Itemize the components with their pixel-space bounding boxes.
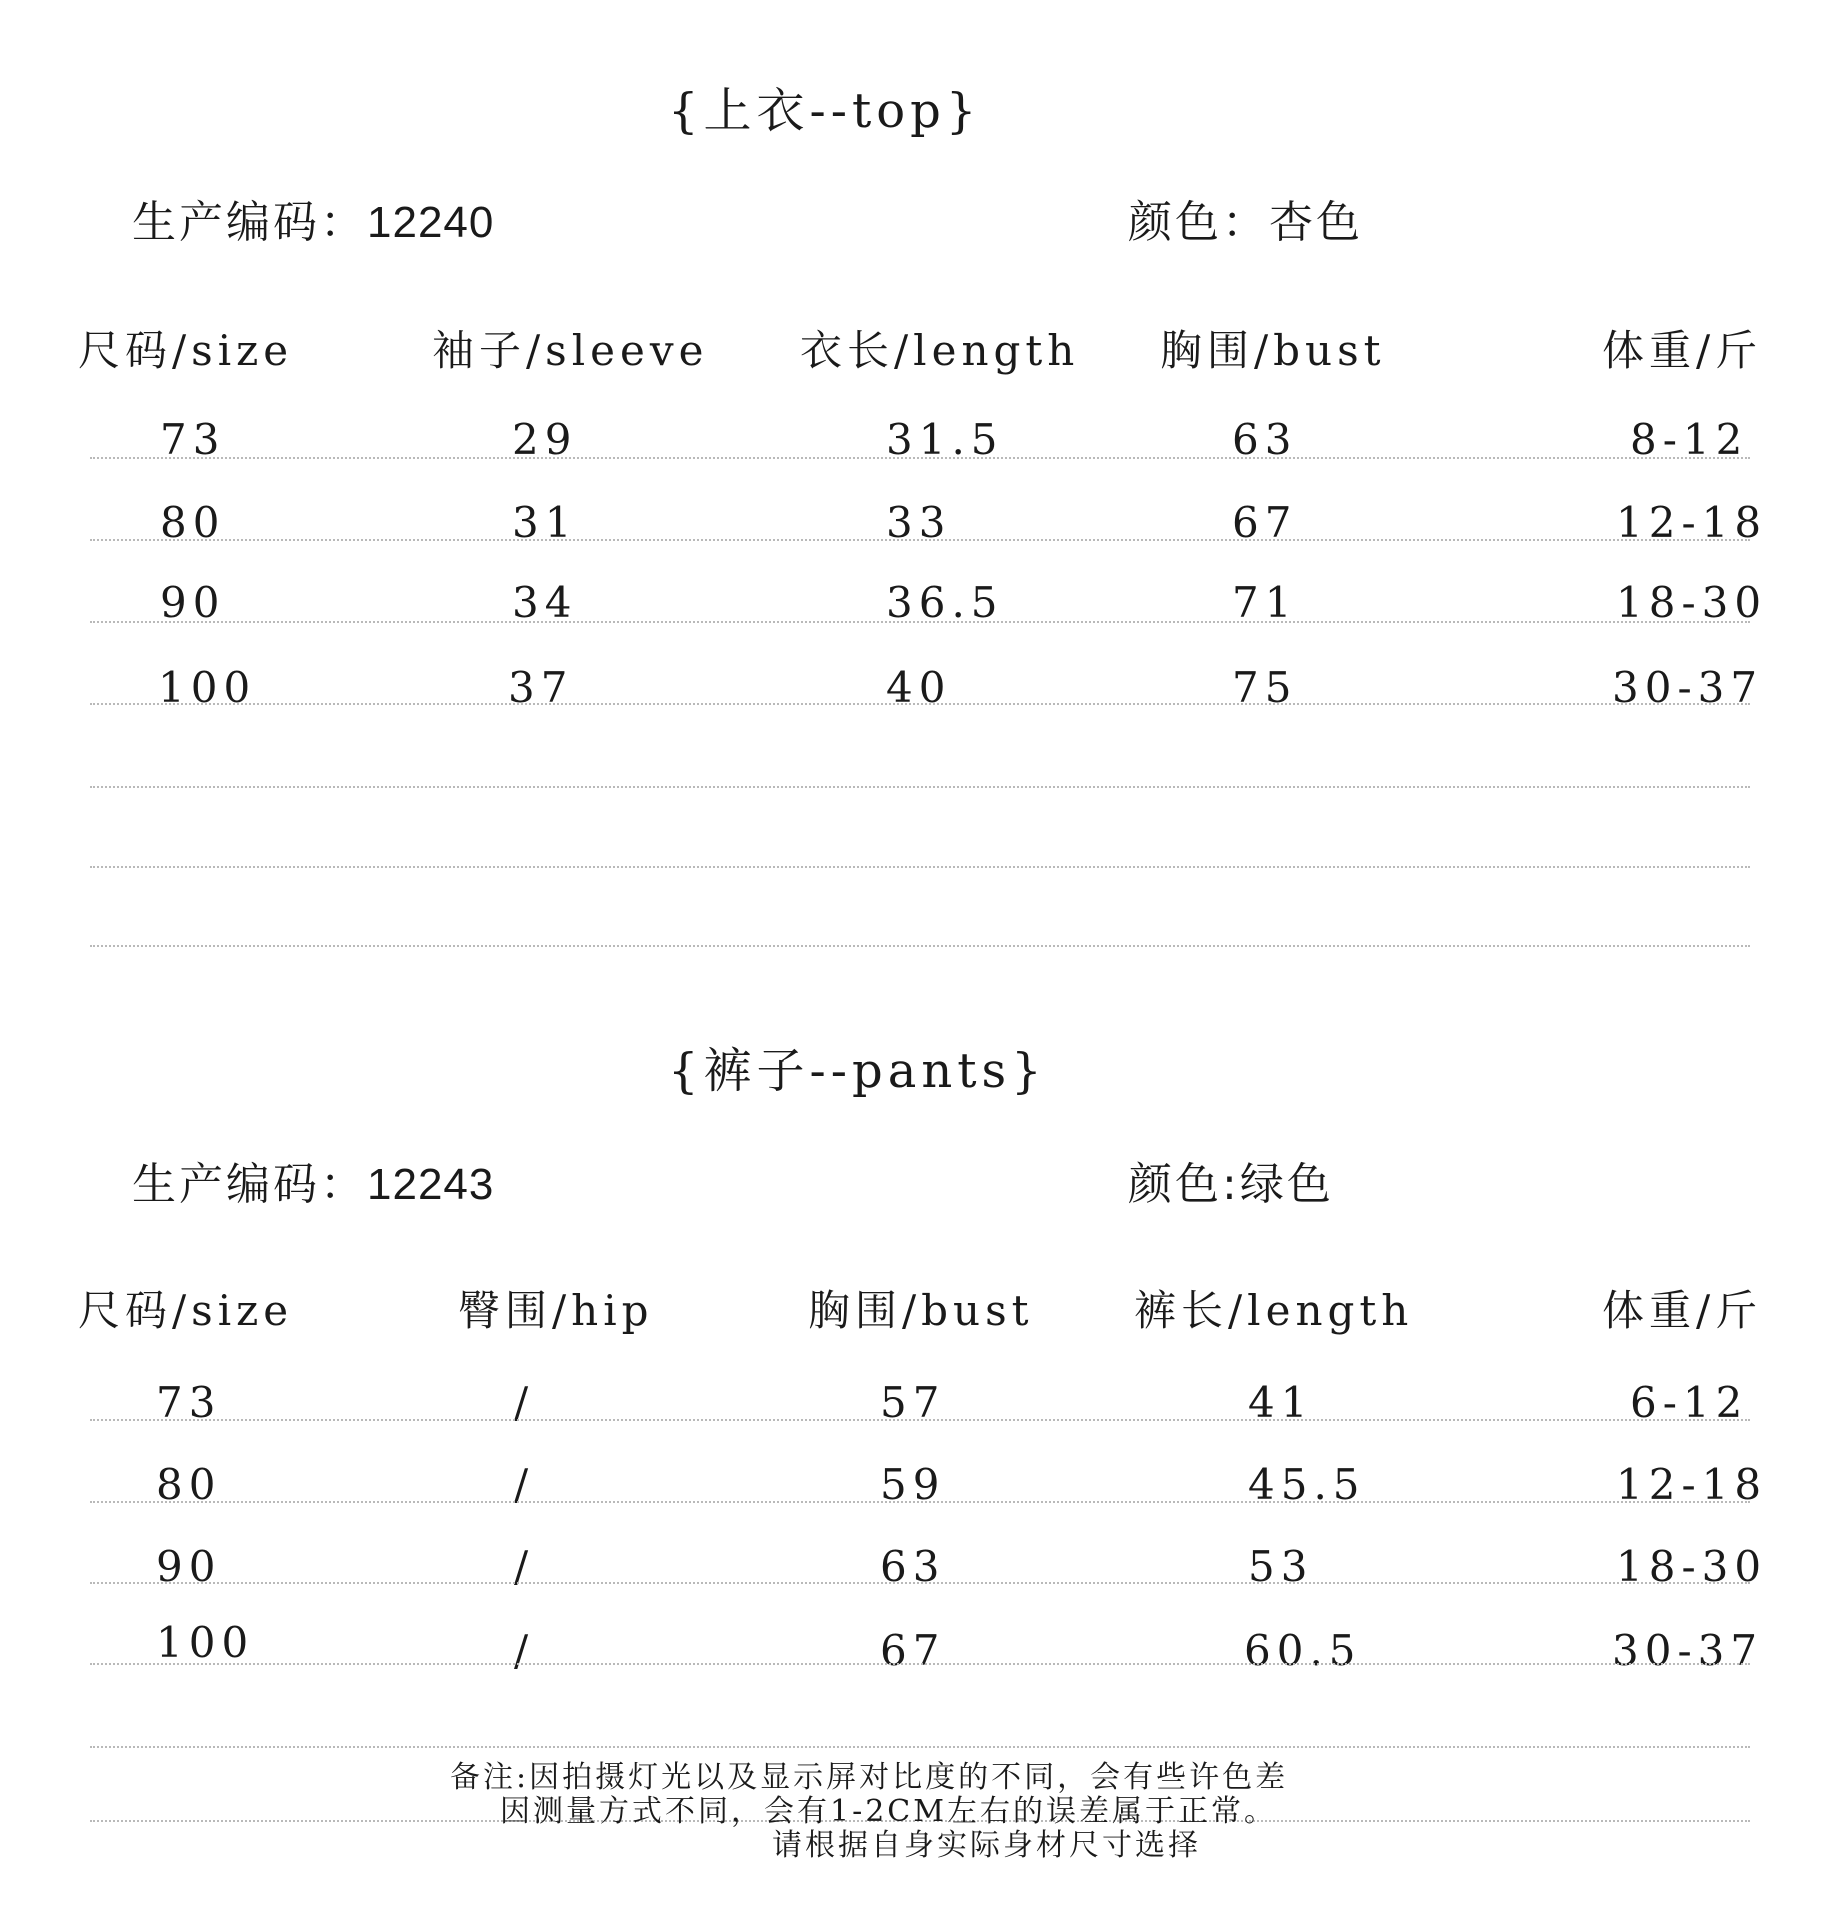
table-cell: 40 xyxy=(886,663,952,712)
table-cell: 41 xyxy=(1248,1378,1314,1427)
pants-production-code xyxy=(132,1148,494,1212)
table-cell: 31 xyxy=(512,498,578,547)
table-cell: 45.5 xyxy=(1248,1460,1366,1509)
row-divider xyxy=(90,945,1750,947)
table-cell: 12-18 xyxy=(1616,498,1768,547)
row-divider xyxy=(90,539,1750,541)
table-cell: 63 xyxy=(1232,415,1298,464)
row-divider xyxy=(90,703,1750,705)
table-cell: 60.5 xyxy=(1244,1626,1362,1675)
table-cell: 31.5 xyxy=(886,415,1004,464)
row-divider xyxy=(90,1419,1750,1421)
note-line-2: 因测量方式不同，会有1-2CM左右的误差属于正常。 xyxy=(500,1794,1277,1829)
pants-header-weight: 体重/斤 xyxy=(1602,1286,1763,1335)
table-cell: 37 xyxy=(508,663,574,712)
top-header-length: 衣长/length xyxy=(800,326,1080,375)
table-cell: / xyxy=(514,1542,535,1591)
table-cell: 90 xyxy=(160,578,226,627)
row-divider xyxy=(90,1663,1750,1665)
pants-code-value: 12243 xyxy=(367,1160,495,1209)
top-code-value: 12240 xyxy=(367,198,495,247)
pants-color xyxy=(1128,1148,1334,1212)
top-color-value: 杏色 xyxy=(1269,197,1363,248)
top-header-size: 尺码/size xyxy=(78,326,294,375)
note-line-3: 请根据自身实际身材尺寸选择 xyxy=(772,1828,1201,1863)
table-cell: 57 xyxy=(880,1378,946,1427)
table-cell: / xyxy=(514,1626,535,1675)
table-cell: 33 xyxy=(886,498,952,547)
top-production-code xyxy=(132,186,494,250)
table-cell: 73 xyxy=(156,1378,222,1427)
top-header-bust: 胸围/bust xyxy=(1160,326,1386,375)
top-header-weight: 体重/斤 xyxy=(1602,326,1763,375)
pants-section-title: {裤子--pants} xyxy=(668,1043,1047,1099)
row-divider xyxy=(90,1582,1750,1584)
table-cell: 71 xyxy=(1232,578,1298,627)
table-cell: 18-30 xyxy=(1616,1542,1768,1591)
table-cell: 18-30 xyxy=(1616,578,1768,627)
top-header-sleeve: 袖子/sleeve xyxy=(432,326,709,375)
pants-header-hip: 臀围/hip xyxy=(458,1286,654,1335)
row-divider xyxy=(90,621,1750,623)
table-cell: 6-12 xyxy=(1630,1378,1749,1427)
table-cell: 36.5 xyxy=(886,578,1004,627)
table-cell: 59 xyxy=(880,1460,946,1509)
pants-color-label: 颜色: xyxy=(1128,1159,1240,1210)
pants-header-bust: 胸围/bust xyxy=(808,1286,1034,1335)
row-divider xyxy=(90,1746,1750,1748)
pants-header-size: 尺码/size xyxy=(78,1286,294,1335)
pants-color-value: 绿色 xyxy=(1239,1159,1334,1210)
top-color xyxy=(1128,186,1363,250)
table-cell: 90 xyxy=(156,1542,222,1591)
table-cell: 12-18 xyxy=(1616,1460,1768,1509)
table-cell: / xyxy=(514,1378,535,1427)
table-cell: 29 xyxy=(512,415,578,464)
table-cell: 30-37 xyxy=(1612,663,1764,712)
table-cell: 100 xyxy=(158,663,257,712)
table-cell: 8-12 xyxy=(1630,415,1749,464)
top-code-label: 生产编码： xyxy=(132,197,367,248)
pants-code-label: 生产编码： xyxy=(132,1159,367,1210)
row-divider xyxy=(90,457,1750,459)
table-cell: 67 xyxy=(1232,498,1298,547)
pants-header-length: 裤长/length xyxy=(1134,1286,1414,1335)
note-line-1: 备注:因拍摄灯光以及显示屏对比度的不同，会有些许色差 xyxy=(450,1760,1289,1795)
table-cell: 53 xyxy=(1248,1542,1314,1591)
row-divider xyxy=(90,1501,1750,1503)
table-cell: / xyxy=(514,1460,535,1509)
table-cell: 30-37 xyxy=(1612,1626,1764,1675)
pants-table-header xyxy=(0,1278,1830,1338)
top-table-header xyxy=(0,318,1830,378)
table-cell: 80 xyxy=(156,1460,222,1509)
row-divider xyxy=(90,786,1750,788)
top-color-label: 颜色： xyxy=(1128,197,1269,248)
table-cell: 80 xyxy=(160,498,226,547)
table-cell: 63 xyxy=(880,1542,946,1591)
table-cell: 75 xyxy=(1232,663,1298,712)
table-cell: 34 xyxy=(512,578,578,627)
table-cell: 67 xyxy=(880,1626,946,1675)
table-cell: 73 xyxy=(160,415,226,464)
top-section-title: {上衣--top} xyxy=(668,83,982,139)
row-divider xyxy=(90,866,1750,868)
table-cell: 100 xyxy=(156,1618,255,1667)
